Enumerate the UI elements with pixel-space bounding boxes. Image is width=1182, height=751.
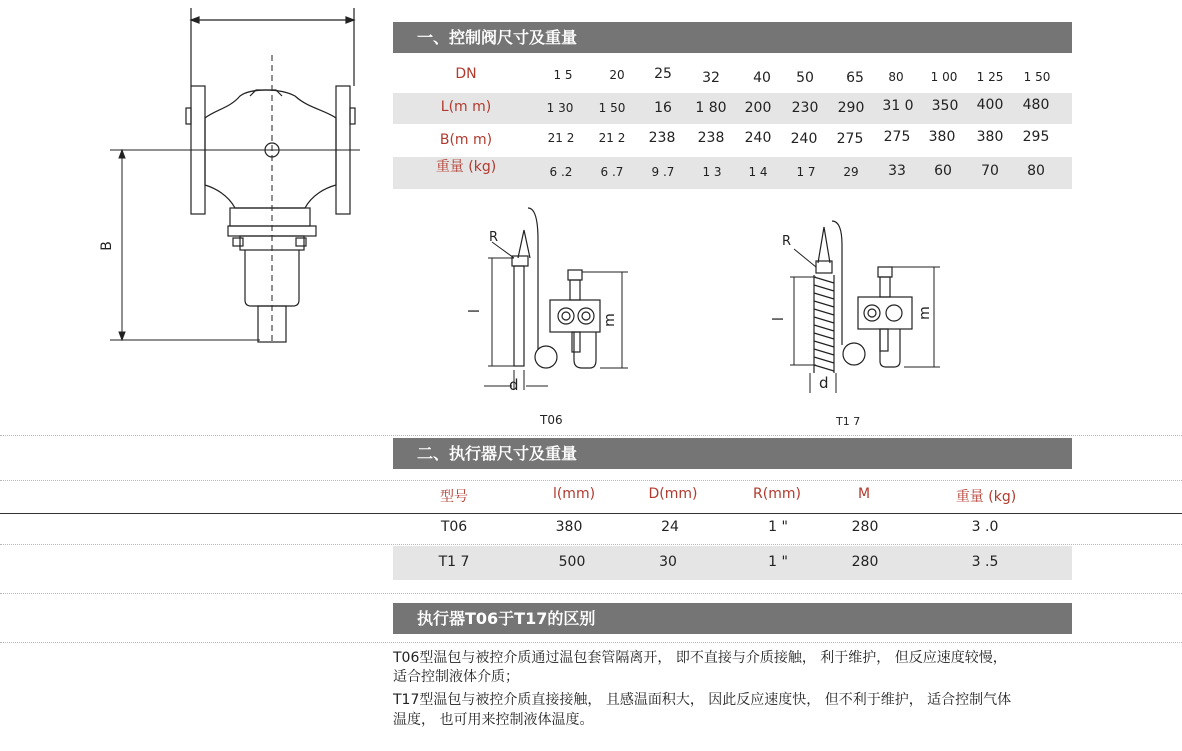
separator-line — [0, 642, 1182, 643]
table-cell: 1 00 — [930, 70, 958, 84]
column-header: l(mm) — [552, 486, 596, 502]
t17-drawing — [770, 205, 940, 405]
table-cell: 6 .2 — [549, 165, 573, 179]
row-label-B: B(m m) — [439, 132, 493, 148]
table-cell: 1 3 — [702, 165, 722, 179]
table-cell: 400 — [976, 97, 1004, 113]
valve-table-title: 一、控制阀尺寸及重量 — [393, 22, 1072, 53]
column-header: M — [857, 486, 871, 502]
table-cell: 24 — [661, 519, 679, 535]
table-cell: 200 — [744, 100, 772, 116]
dimension-label-B: B — [98, 241, 115, 251]
table-cell: 70 — [981, 163, 999, 179]
t06-label-l: l — [466, 309, 483, 313]
column-header: 型号 — [440, 489, 468, 505]
actuator-table-title: 二、执行器尺寸及重量 — [393, 438, 1072, 469]
table-cell: 240 — [744, 130, 772, 146]
t17-caption: T1 7 — [836, 415, 861, 428]
table-cell: 1 30 — [546, 101, 574, 115]
difference-line: 温度， 也可用来控制液体温度。 — [393, 712, 594, 728]
table-cell: 1 80 — [695, 100, 727, 116]
table-cell: 21 2 — [598, 131, 626, 145]
table-cell: 380 — [976, 129, 1004, 145]
table-cell: 25 — [654, 66, 672, 82]
t17-label-R: R — [782, 234, 792, 249]
table-cell: 65 — [846, 70, 864, 86]
difference-line: T06型温包与被控介质通过温包套管隔离开， 即不直接与介质接触， 利于维护， 但反应速度较慢， — [393, 650, 1007, 666]
table-cell: 275 — [836, 131, 864, 147]
table-cell: 238 — [697, 130, 725, 146]
table-cell: 1 25 — [976, 70, 1004, 84]
t06-label-d: d — [509, 376, 519, 394]
difference-title: 执行器T06于T17的区别 — [393, 603, 1072, 634]
t06-label-m: m — [601, 313, 618, 327]
table-cell: 500 — [558, 554, 586, 570]
table-cell: 290 — [837, 100, 865, 116]
table-cell: 280 — [851, 519, 879, 535]
table-cell: 33 — [888, 163, 906, 179]
table-cell: 6 .7 — [600, 165, 624, 179]
table-cell: 32 — [702, 70, 720, 86]
table-cell: 238 — [648, 130, 676, 146]
separator-line — [0, 593, 1182, 594]
row-label-L: L(m m) — [440, 99, 492, 115]
table-cell: T1 7 — [438, 554, 470, 570]
table-cell: 1 50 — [598, 101, 626, 115]
t17-label-m: m — [916, 306, 933, 320]
table-cell: 3 .0 — [971, 519, 999, 535]
table-cell: 280 — [851, 554, 879, 570]
t06-label-R: R — [489, 230, 499, 245]
table-cell: 350 — [931, 98, 959, 114]
column-header: 重量 (kg) — [955, 489, 1017, 505]
table-cell: 30 — [659, 554, 677, 570]
table-cell: 380 — [928, 129, 956, 145]
table-cell: 50 — [796, 70, 814, 86]
table-cell: 31 0 — [882, 98, 914, 114]
row-label-weight: 重量 (kg) — [435, 159, 497, 175]
table-cell: 1 7 — [796, 165, 816, 179]
row-label-dn: DN — [455, 66, 477, 82]
separator-line — [0, 480, 1182, 481]
table-cell: 380 — [555, 519, 583, 535]
table-cell: 1 " — [768, 554, 788, 570]
separator-line — [0, 513, 1182, 514]
difference-line: T17型温包与被控介质直接接触， 且感温面积大， 因此反应速度快， 但不利于维护， 适合控制气体 — [393, 692, 1012, 708]
t17-label-l: l — [770, 317, 787, 321]
table-cell: 21 2 — [547, 131, 575, 145]
table-cell: 1 " — [768, 519, 788, 535]
table-cell: 275 — [883, 129, 911, 145]
table-cell: 40 — [753, 70, 771, 86]
separator-line — [0, 544, 1182, 545]
table-cell: 480 — [1022, 97, 1050, 113]
table-cell: 1 4 — [748, 165, 768, 179]
column-header: D(mm) — [648, 486, 698, 502]
table-cell: 9 .7 — [651, 165, 675, 179]
difference-line: 适合控制液体介质； — [393, 669, 519, 685]
table-cell: T06 — [440, 519, 468, 535]
table-cell: 80 — [1027, 163, 1045, 179]
column-header: R(mm) — [753, 486, 801, 502]
table-cell: 3 .5 — [971, 554, 999, 570]
table-cell: 230 — [791, 100, 819, 116]
t06-caption: T06 — [540, 413, 563, 427]
table-cell: 1 50 — [1023, 70, 1051, 84]
table-cell: 80 — [888, 70, 904, 84]
t17-label-d: d — [819, 374, 829, 392]
valve-drawing — [100, 0, 360, 360]
table-cell: 60 — [934, 163, 952, 179]
separator-line — [0, 435, 1182, 436]
table-cell: 20 — [609, 68, 625, 82]
table-cell: 295 — [1022, 129, 1050, 145]
table-cell: 1 5 — [553, 68, 573, 82]
table-cell: 240 — [790, 131, 818, 147]
table-cell: 16 — [654, 100, 672, 116]
table-cell: 29 — [843, 165, 859, 179]
